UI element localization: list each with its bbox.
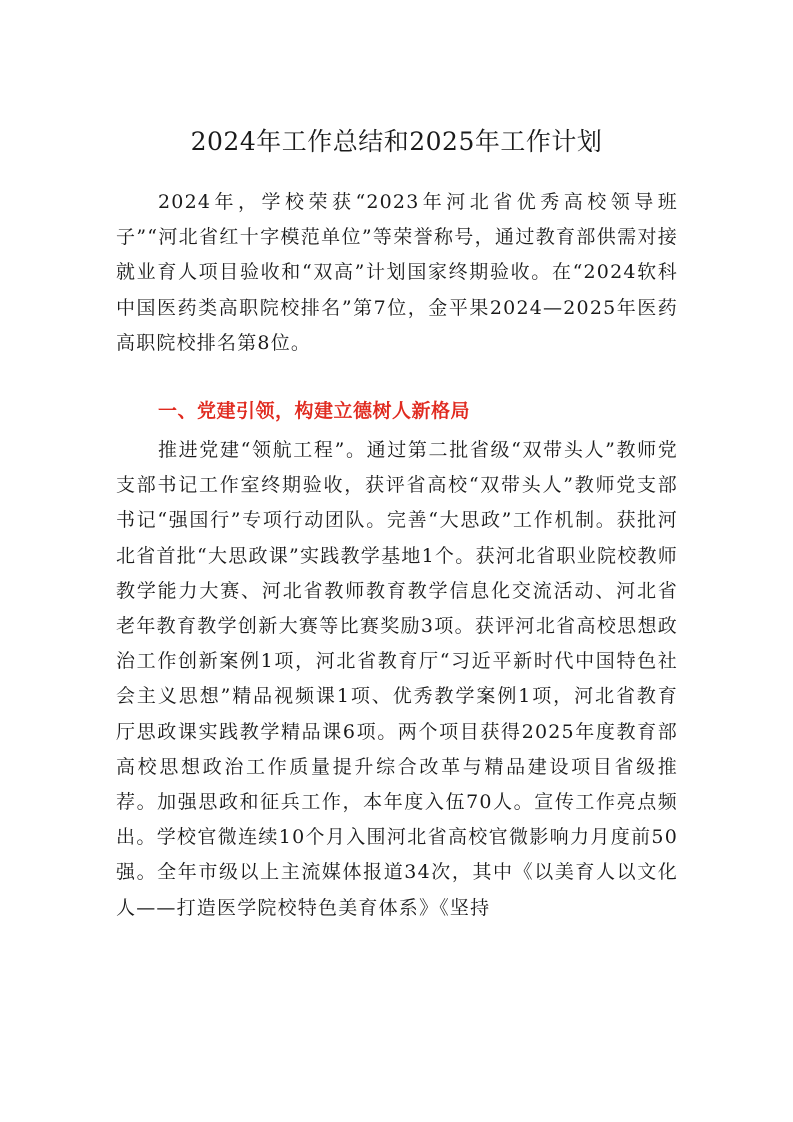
document-title: 2024年工作总结和2025年工作计划 <box>190 127 603 156</box>
intro-paragraph: 2024年，学校荣获“2023年河北省优秀高校领导班子”“河北省红十字模范单位”等荣誉称号，通过教育部供需对接就业育人项目验收和“双高”计划国家终期验收。在“2024软科中国医药类高职院校排名”第7位，金平果2024—2025年医药高职院校排名第8位。 <box>116 191 678 354</box>
section-1-heading: 一、党建引领，构建立德树人新格局 <box>158 400 471 422</box>
section-1-paragraph: 推进党建“领航工程”。通过第二批省级“双带头人”教师党支部书记工作室终期验收，获评省高校“双带头人”教师党支部书记“强国行”专项行动团队。完善“大思政”工作机制。获批河北省首批“大思政课”实践教学基地1个。获河北省职业院校教师教学能力大赛、河北省教师教育教学信息化交流活动、河北省老年教育教学创新大赛等比赛奖励3项。获评河北省高校思想政治工作创新案例1项，河北省教育厅“习近平新时代中国特色社会主义思想”精品视频课1项、优秀教学案例1项，河北省教育厅思政课实践教学精品课6项。两个项目获得2025年度教育部高校思想政治工作质量提升综合改革与精品建设项目省级推荐。加强思政和征兵工作，本年度入伍70人。宣传工作亮点频出。学校官微连续10个月入围河北省高校官微影响力月度前50强。全年市级以上主流媒体报道34次，其中《以美育人以文化人——打造医学院校特色美育体系》《坚持 <box>116 439 678 919</box>
